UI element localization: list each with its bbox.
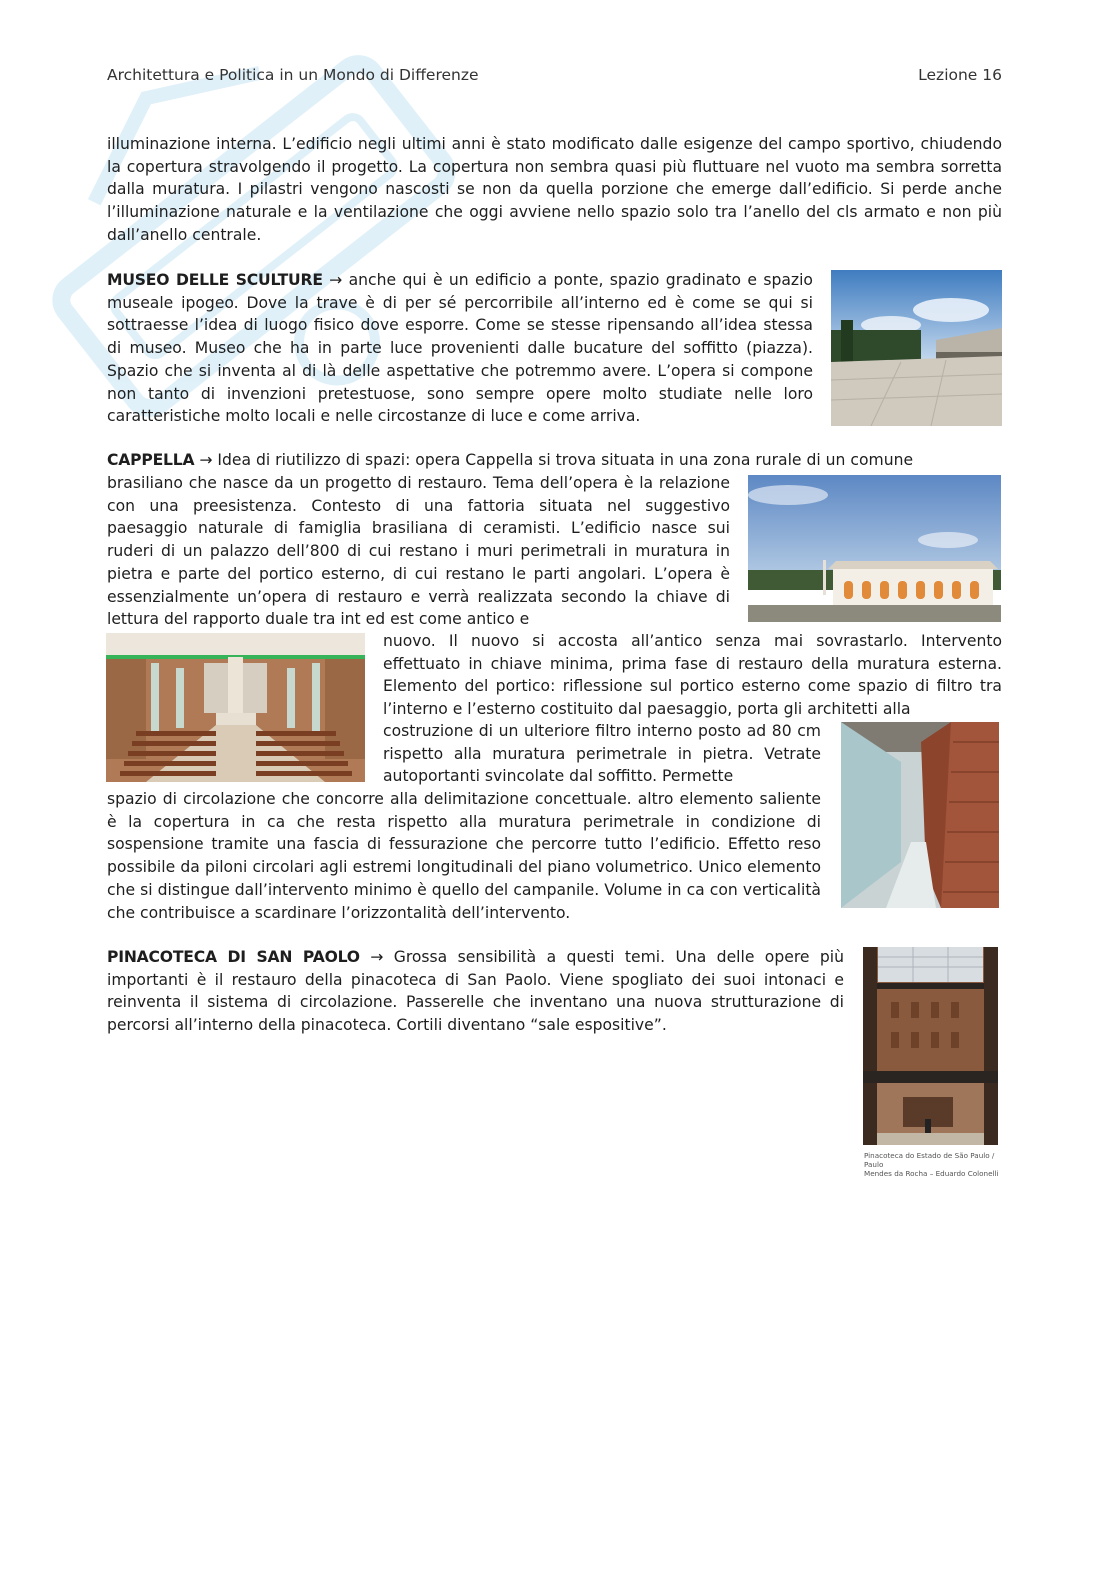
- museo-photo: [831, 270, 1002, 426]
- museo-paragraph: [107, 269, 813, 428]
- pinacoteca-photo-caption: [864, 1151, 1004, 1178]
- caption-line-1: Pinacoteca do Estado de São Paulo / Paulo: [864, 1151, 995, 1169]
- cappella-interior-photo: [106, 633, 365, 782]
- cappella-text-part1: brasiliano che nasce da un progetto di restauro. Tema dell’opera è la relazione con una preesistenza. Contesto di una fattoria situata nel suggestivo paesaggio naturale di famiglia brasiliana di ceramisti. L’edificio nasce sui ruderi di un palazzo dell’800 di cui restano i muri perimetrali in muratura in pietra e parte del portico esterno, di cui restano le parti angolari. L’opera è essenzialmente un’opera di restauro e verrà realizzata secondo la chiave di lettura del rapporto duale tra int ed est come antico e: [107, 474, 730, 629]
- cappella-text-part4: spazio di circolazione che concorre alla delimitazione concettuale. altro elemento saliente è la copertura in ca che resta rispetto alla muratura perimetrale in condizione di sospensione tramite una fascia di fessurazione che percorre tutto l’edificio. Effetto reso possibile da piloni circolari agli estremi longitudinali del piano volumetrico. Unico elemento che si distingue dall’intervento minimo è quello del campanile. Volume in ca con verticalità che contribuisce a scardinare l’orizzontalità dell’intervento.: [107, 790, 821, 922]
- cappella-corridor-photo: [841, 722, 999, 908]
- museo-text: anche qui è un edificio a ponte, spazio gradinato e spazio museale ipogeo. Dove la trave è di per sé percorribile all’interno ed è come se qui si sottraesse l’idea di luogo fisico dove esporre. Come se stesse ripensando all’idea stessa di museo. Museo che ha in parte luce provenienti dalle bucature del soffitto (piazza). Spazio che si inventa al di là delle aspettative che potremmo avere. L’opera si compone non tanto di invenzioni pretestuose, sono sempre opere molto studiate nelle loro caratteristiche molto locali e nelle circostanze di luce e come arriva.: [107, 271, 813, 426]
- museo-keyword: MUSEO DELLE SCULTURE: [107, 271, 323, 289]
- running-header-lesson: Lezione 16: [918, 66, 1002, 84]
- pinacoteca-text: Grossa sensibilità a questi temi. Una delle opere più importanti è il restauro della pinacoteca di San Paolo. Viene spogliato dei suoi intonaci e reinventa il sistema di circolazione. Passerelle che inventano una nuova strutturazione di percorsi all’interno della pinacoteca. Cortili diventano “sale espositive”.: [107, 948, 844, 1035]
- cappella-text-part3: costruzione di un ulteriore filtro interno posto ad 80 cm rispetto alla muratura perimetrale in pietra. Vetrate autoportanti svincolate dal soffitto. Permette: [383, 722, 821, 786]
- pinacoteca-keyword: PINACOTECA DI SAN PAOLO: [107, 948, 360, 966]
- cappella-keyword: CAPPELLA: [107, 451, 195, 469]
- intro-paragraph: [107, 133, 1002, 247]
- cappella-paragraph-part1: [107, 472, 730, 631]
- cappella-lead: [107, 449, 1002, 472]
- arrow-icon: →: [329, 271, 343, 289]
- running-header-title: Architettura e Politica in un Mondo di Differenze: [107, 66, 479, 84]
- cappella-paragraph-part2: [383, 630, 1002, 721]
- arrow-icon: →: [370, 948, 384, 966]
- cappella-lead-text: Idea di riutilizzo di spazi: opera Cappella si trova situata in una zona rurale di un comune: [217, 451, 914, 469]
- cappella-paragraph-part4: [107, 788, 821, 924]
- cappella-exterior-photo: [748, 475, 1001, 622]
- cappella-text-part2: nuovo. Il nuovo si accosta all’antico senza mai sovrastarlo. Intervento effettuato in chiave minima, prima fase di restauro della muratura esterna. Elemento del portico: riflessione sul portico esterno come spazio di filtro tra l’interno e l’esterno costituito dal paesaggio, porta gli architetti alla: [383, 632, 1002, 719]
- intro-text: illuminazione interna. L’edificio negli ultimi anni è stato modificato dalle esigenze del campo sportivo, chiudendo la copertura stravolgendo il progetto. La copertura non sembra quasi più fluttuare nel vuoto ma sembra sorretta dalla muratura. I pilastri vengono nascosti se non da quella porzione che emerge dall’edificio. Si perde anche l’illuminazione naturale e la ventilazione che oggi avviene nello spazio solo tra l’anello del cls armato e non più dall’anello centrale.: [107, 135, 1002, 244]
- caption-line-2: Mendes da Rocha – Eduardo Colonelli: [864, 1169, 999, 1178]
- pinacoteca-paragraph: [107, 946, 844, 1037]
- arrow-icon: →: [199, 451, 213, 469]
- cappella-paragraph-part3: [383, 720, 821, 788]
- pinacoteca-photo: [863, 947, 998, 1145]
